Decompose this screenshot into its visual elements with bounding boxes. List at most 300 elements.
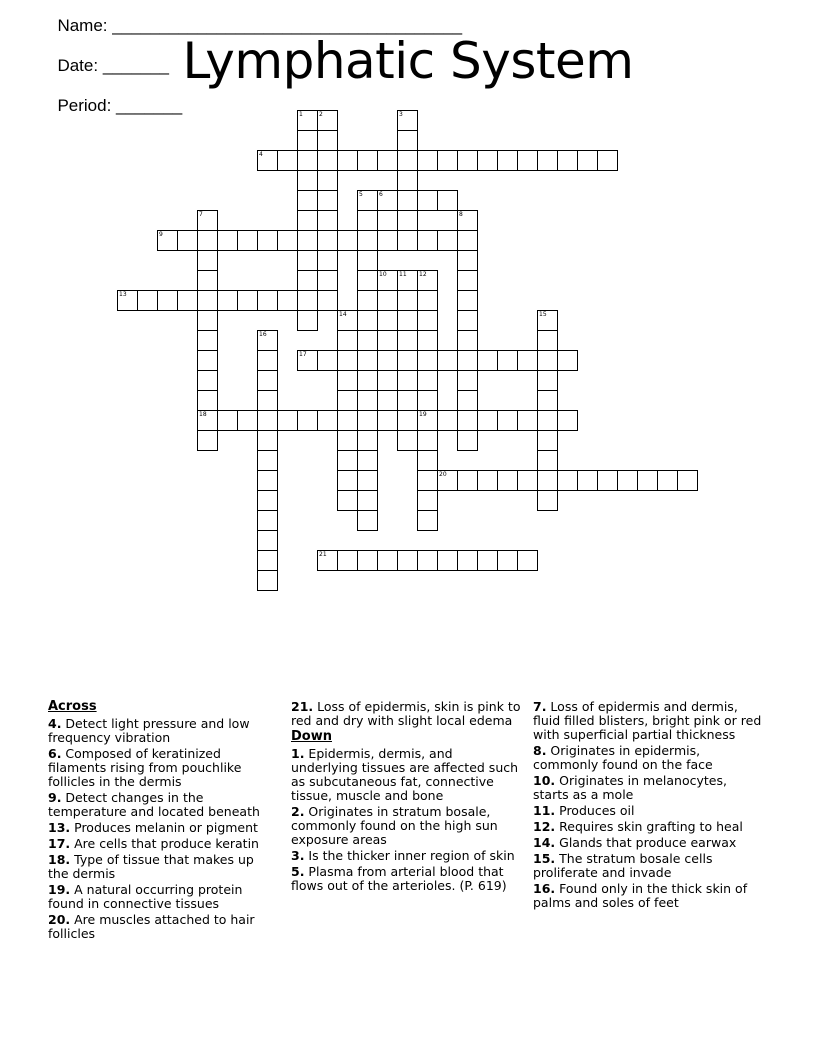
clue-number: 12 — [419, 271, 427, 278]
crossword-cell[interactable] — [397, 230, 418, 251]
crossword-cell[interactable] — [297, 350, 318, 371]
crossword-cell[interactable] — [197, 270, 218, 291]
crossword-cell[interactable] — [397, 550, 418, 571]
crossword-cell[interactable] — [517, 350, 538, 371]
clue-text: Found only in the thick skin of palms and soles of feet — [533, 881, 748, 910]
crossword-cell[interactable] — [157, 230, 178, 251]
crossword-cell[interactable] — [337, 350, 358, 371]
crossword-cell[interactable] — [257, 470, 278, 491]
crossword-cell[interactable] — [357, 230, 378, 251]
crossword-cell[interactable] — [257, 290, 278, 311]
clue-number: 1 — [299, 111, 303, 118]
crossword-cell[interactable] — [397, 190, 418, 211]
clue-number: 17 — [299, 351, 307, 358]
crossword-cell[interactable] — [537, 450, 558, 471]
crossword-cell[interactable] — [477, 150, 498, 171]
crossword-cell[interactable] — [177, 290, 198, 311]
crossword-cell[interactable] — [297, 250, 318, 271]
crossword-cell[interactable] — [377, 290, 398, 311]
clue-item — [533, 744, 763, 772]
page-title: Lymphatic System — [182, 32, 634, 90]
crossword-cell[interactable] — [537, 410, 558, 431]
down-clue-list — [291, 747, 521, 893]
clue-number: 20. — [48, 912, 71, 927]
crossword-cell[interactable] — [357, 470, 378, 491]
crossword-cell[interactable] — [517, 470, 538, 491]
clue-item — [291, 849, 521, 863]
down-clue-list-continued — [533, 700, 763, 910]
crossword-cell[interactable] — [357, 270, 378, 291]
name-label: Name: — [57, 16, 113, 35]
crossword-cell[interactable] — [197, 350, 218, 371]
crossword-cell[interactable] — [297, 110, 318, 131]
crossword-cell[interactable] — [297, 130, 318, 151]
clue-number: 18. — [48, 852, 71, 867]
clue-number: 14. — [533, 835, 556, 850]
clue-number: 19. — [48, 882, 71, 897]
clue-text: Composed of keratinized filaments rising from pouchlike follicles in the dermis — [48, 746, 242, 789]
crossword-cell[interactable] — [197, 430, 218, 451]
clue-number: 10. — [533, 773, 556, 788]
crossword-cell[interactable] — [317, 250, 338, 271]
crossword-cell[interactable] — [237, 290, 258, 311]
crossword-cell[interactable] — [517, 410, 538, 431]
crossword-cell[interactable] — [357, 350, 378, 371]
crossword-cell[interactable] — [377, 270, 398, 291]
crossword-cell[interactable] — [197, 290, 218, 311]
crossword-cell[interactable] — [397, 110, 418, 131]
crossword-cell[interactable] — [537, 430, 558, 451]
down-heading: Down — [291, 729, 332, 744]
clue-number: 19 — [419, 411, 427, 418]
clue-text: A natural occurring protein found in connective tissues — [48, 882, 243, 911]
crossword-cell[interactable] — [397, 410, 418, 431]
clue-number: 18 — [199, 411, 207, 418]
crossword-cell[interactable] — [337, 410, 358, 431]
clue-number: 8 — [459, 211, 463, 218]
crossword-cell[interactable] — [337, 230, 358, 251]
crossword-cell[interactable] — [157, 290, 178, 311]
crossword-cell[interactable] — [417, 510, 438, 531]
crossword-cell[interactable] — [397, 150, 418, 171]
crossword-cell[interactable] — [417, 290, 438, 311]
crossword-cell[interactable] — [297, 150, 318, 171]
clue-number: 14 — [339, 311, 347, 318]
crossword-cell[interactable] — [537, 310, 558, 331]
clue-item — [533, 820, 763, 834]
crossword-cell[interactable] — [417, 330, 438, 351]
period-field[interactable]: _______ — [116, 96, 183, 115]
crossword-cell[interactable] — [397, 370, 418, 391]
crossword-cell[interactable] — [237, 230, 258, 251]
crossword-cell[interactable] — [577, 150, 598, 171]
clue-number: 9. — [48, 790, 62, 805]
clue-item — [533, 882, 763, 910]
clue-number: 5. — [291, 864, 305, 879]
crossword-cell[interactable] — [357, 310, 378, 331]
clue-text: Type of tissue that makes up the dermis — [48, 852, 254, 881]
crossword-cell[interactable] — [417, 190, 438, 211]
clue-number: 21. — [291, 699, 314, 714]
crossword-cell[interactable] — [517, 150, 538, 171]
crossword-cell[interactable] — [477, 550, 498, 571]
crossword-cell[interactable] — [337, 450, 358, 471]
crossword-cell[interactable] — [377, 310, 398, 331]
crossword-cell[interactable] — [597, 470, 618, 491]
crossword-cell[interactable] — [317, 410, 338, 431]
crossword-cell[interactable] — [357, 250, 378, 271]
crossword-cell[interactable] — [477, 350, 498, 371]
clue-item — [48, 717, 278, 745]
clue-text: Loss of epidermis and dermis, fluid filled blisters, bright pink or red with superficial partial thickness — [533, 699, 762, 742]
crossword-cell[interactable] — [377, 390, 398, 411]
clues-column-3 — [533, 700, 763, 912]
crossword-cell[interactable] — [397, 270, 418, 291]
across-heading: Across — [48, 699, 97, 714]
crossword-cell[interactable] — [417, 350, 438, 371]
crossword-cell[interactable] — [377, 350, 398, 371]
crossword-cell[interactable] — [197, 410, 218, 431]
clue-item — [533, 700, 763, 742]
clue-item — [291, 700, 521, 728]
crossword-cell[interactable] — [337, 430, 358, 451]
across-clue-list-continued — [291, 700, 521, 728]
crossword-cell[interactable] — [257, 370, 278, 391]
crossword-cell[interactable] — [557, 410, 578, 431]
crossword-cell[interactable] — [277, 410, 298, 431]
crossword-cell[interactable] — [197, 390, 218, 411]
crossword-cell[interactable] — [397, 430, 418, 451]
clue-number: 6. — [48, 746, 62, 761]
crossword-cell[interactable] — [377, 550, 398, 571]
crossword-cell[interactable] — [437, 550, 458, 571]
crossword-cell[interactable] — [257, 550, 278, 571]
crossword-cell[interactable] — [437, 470, 458, 491]
clue-item — [291, 805, 521, 847]
crossword-cell[interactable] — [257, 490, 278, 511]
crossword-cell[interactable] — [317, 550, 338, 571]
crossword-cell[interactable] — [397, 390, 418, 411]
clue-number: 10 — [379, 271, 387, 278]
crossword-cell[interactable] — [317, 350, 338, 371]
clue-number: 6 — [379, 191, 383, 198]
crossword-cell[interactable] — [357, 430, 378, 451]
crossword-cell[interactable] — [277, 230, 298, 251]
crossword-cell[interactable] — [537, 390, 558, 411]
crossword-cell[interactable] — [377, 370, 398, 391]
crossword-cell[interactable] — [537, 150, 558, 171]
crossword-cell[interactable] — [317, 210, 338, 231]
crossword-cell[interactable] — [297, 410, 318, 431]
clue-number: 4. — [48, 716, 62, 731]
crossword-cell[interactable] — [397, 310, 418, 331]
clue-number: 4 — [259, 151, 263, 158]
crossword-cell[interactable] — [417, 370, 438, 391]
crossword-cell[interactable] — [337, 330, 358, 351]
crossword-cell[interactable] — [257, 510, 278, 531]
crossword-cell[interactable] — [357, 450, 378, 471]
crossword-cell[interactable] — [197, 330, 218, 351]
crossword-cell[interactable] — [277, 290, 298, 311]
crossword-cell[interactable] — [257, 430, 278, 451]
crossword-cell[interactable] — [477, 470, 498, 491]
crossword-cell[interactable] — [457, 210, 478, 231]
clue-number: 3. — [291, 848, 305, 863]
crossword-cell[interactable] — [357, 370, 378, 391]
crossword-cell[interactable] — [537, 490, 558, 511]
crossword-cell[interactable] — [317, 290, 338, 311]
clue-text: The stratum bosale cells proliferate and invade — [533, 851, 713, 880]
crossword-cell[interactable] — [197, 310, 218, 331]
crossword-cell[interactable] — [437, 150, 458, 171]
crossword-cell[interactable] — [397, 210, 418, 231]
crossword-cell[interactable] — [417, 490, 438, 511]
clue-number: 7 — [199, 211, 203, 218]
crossword-cell[interactable] — [357, 210, 378, 231]
crossword-cell[interactable] — [317, 270, 338, 291]
clue-text: Produces oil — [555, 803, 635, 818]
clue-number: 16. — [533, 881, 556, 896]
crossword-cell[interactable] — [237, 410, 258, 431]
crossword-cell[interactable] — [357, 290, 378, 311]
clue-item — [533, 852, 763, 880]
crossword-cell[interactable] — [377, 190, 398, 211]
crossword-cell[interactable] — [337, 490, 358, 511]
crossword-cell[interactable] — [497, 470, 518, 491]
crossword-cell[interactable] — [317, 230, 338, 251]
crossword-cell[interactable] — [677, 470, 698, 491]
clue-number: 15 — [539, 311, 547, 318]
crossword-cell[interactable] — [537, 370, 558, 391]
crossword-cell[interactable] — [457, 230, 478, 251]
clue-number: 11. — [533, 803, 556, 818]
crossword-cell[interactable] — [217, 410, 238, 431]
clue-item — [48, 837, 278, 851]
crossword-cell[interactable] — [357, 330, 378, 351]
crossword-cell[interactable] — [557, 470, 578, 491]
clue-text: Are muscles attached to hair follicles — [48, 912, 255, 941]
crossword-cell[interactable] — [197, 210, 218, 231]
crossword-cell[interactable] — [417, 410, 438, 431]
crossword-cell[interactable] — [417, 310, 438, 331]
crossword-cell[interactable] — [197, 230, 218, 251]
clue-text: Requires skin grafting to heal — [555, 819, 743, 834]
crossword-cell[interactable] — [297, 270, 318, 291]
crossword-cell[interactable] — [457, 330, 478, 351]
crossword-cell[interactable] — [357, 410, 378, 431]
crossword-cell[interactable] — [417, 150, 438, 171]
crossword-cell[interactable] — [457, 470, 478, 491]
crossword-cell[interactable] — [297, 170, 318, 191]
clue-number: 11 — [399, 271, 407, 278]
crossword-cell[interactable] — [517, 550, 538, 571]
crossword-cell[interactable] — [397, 350, 418, 371]
clue-number: 13 — [119, 291, 127, 298]
crossword-cell[interactable] — [177, 230, 198, 251]
crossword-cell[interactable] — [257, 530, 278, 551]
crossword-cell[interactable] — [457, 250, 478, 271]
clue-number: 9 — [159, 231, 163, 238]
crossword-cell[interactable] — [337, 370, 358, 391]
crossword-cell[interactable] — [197, 250, 218, 271]
crossword-cell[interactable] — [457, 410, 478, 431]
crossword-cell[interactable] — [537, 470, 558, 491]
crossword-cell[interactable] — [337, 390, 358, 411]
crossword-cell[interactable] — [397, 290, 418, 311]
clue-text: Glands that produce earwax — [555, 835, 737, 850]
clue-number: 13. — [48, 820, 71, 835]
crossword-cell[interactable] — [257, 350, 278, 371]
crossword-cell[interactable] — [297, 190, 318, 211]
crossword-cell[interactable] — [497, 410, 518, 431]
clues-column-2 — [291, 700, 521, 895]
crossword-cell[interactable] — [437, 190, 458, 211]
clue-number: 5 — [359, 191, 363, 198]
crossword-cell[interactable] — [617, 470, 638, 491]
crossword-cell[interactable] — [377, 150, 398, 171]
crossword-cell[interactable] — [497, 550, 518, 571]
clue-number: 1. — [291, 746, 305, 761]
crossword-cell[interactable] — [497, 350, 518, 371]
crossword-cell[interactable] — [397, 130, 418, 151]
crossword-cell[interactable] — [657, 470, 678, 491]
crossword-cell[interactable] — [637, 470, 658, 491]
crossword-cell[interactable] — [477, 410, 498, 431]
crossword-cell[interactable] — [337, 150, 358, 171]
crossword-cell[interactable] — [437, 350, 458, 371]
clue-text: Detect changes in the temperature and located beneath — [48, 790, 260, 819]
clue-number: 21 — [319, 551, 327, 558]
clue-item — [48, 913, 278, 941]
crossword-cell[interactable] — [337, 310, 358, 331]
clue-number: 20 — [439, 471, 447, 478]
clue-item — [48, 853, 278, 881]
crossword-cell[interactable] — [377, 330, 398, 351]
name-field[interactable]: _____________________________________ — [112, 16, 463, 35]
clue-text: Is the thicker inner region of skin — [304, 848, 515, 863]
clue-text: Originates in stratum bosale, commonly found on the high sun exposure areas — [291, 804, 498, 847]
clue-item — [533, 804, 763, 818]
crossword-cell[interactable] — [297, 230, 318, 251]
crossword-cell[interactable] — [457, 390, 478, 411]
crossword-cell[interactable] — [317, 190, 338, 211]
crossword-cell[interactable] — [437, 230, 458, 251]
crossword-cell[interactable] — [357, 150, 378, 171]
crossword-cell[interactable] — [397, 170, 418, 191]
crossword-cell[interactable] — [257, 390, 278, 411]
clue-item — [48, 747, 278, 789]
clue-text: Loss of epidermis, skin is pink to red and dry with slight local edema — [291, 699, 521, 728]
crossword-cell[interactable] — [317, 150, 338, 171]
crossword-cell[interactable] — [357, 390, 378, 411]
crossword-cell[interactable] — [337, 470, 358, 491]
crossword-cell[interactable] — [317, 130, 338, 151]
crossword-cell[interactable] — [457, 550, 478, 571]
crossword-cell[interactable] — [257, 230, 278, 251]
clue-text: Are cells that produce keratin — [70, 836, 259, 851]
crossword-cell[interactable] — [257, 330, 278, 351]
clue-number: 17. — [48, 836, 71, 851]
crossword-cell[interactable] — [297, 290, 318, 311]
clue-text: Detect light pressure and low frequency vibration — [48, 716, 250, 745]
crossword-cell[interactable] — [357, 510, 378, 531]
crossword-cell[interactable] — [317, 110, 338, 131]
clue-text: Originates in epidermis, commonly found on the face — [533, 743, 713, 772]
date-field[interactable]: _______ — [102, 56, 169, 75]
crossword-cell[interactable] — [257, 150, 278, 171]
crossword-cell[interactable] — [117, 290, 138, 311]
crossword-cell[interactable] — [577, 470, 598, 491]
clue-text: Produces melanin or pigment — [70, 820, 258, 835]
crossword-cell[interactable] — [537, 350, 558, 371]
crossword-cell[interactable] — [137, 290, 158, 311]
crossword-cell[interactable] — [277, 150, 298, 171]
crossword-cell[interactable] — [457, 310, 478, 331]
crossword-cell[interactable] — [357, 550, 378, 571]
clue-text: Plasma from arterial blood that flows out of the arterioles. (P. 619) — [291, 864, 507, 893]
crossword-cell[interactable] — [457, 290, 478, 311]
crossword-cell[interactable] — [397, 330, 418, 351]
crossword-cell[interactable] — [417, 550, 438, 571]
clue-number: 2. — [291, 804, 305, 819]
clue-text: Epidermis, dermis, and underlying tissues are affected such as subcutaneous fat, connective tissue, muscle and bone — [291, 746, 519, 803]
crossword-cell[interactable] — [497, 150, 518, 171]
crossword-cell[interactable] — [357, 190, 378, 211]
crossword-cell[interactable] — [377, 410, 398, 431]
clue-item — [48, 821, 278, 835]
crossword-cell[interactable] — [537, 330, 558, 351]
crossword-cell[interactable] — [597, 150, 618, 171]
crossword-cell[interactable] — [297, 210, 318, 231]
clue-number: 16 — [259, 331, 267, 338]
clue-item — [48, 883, 278, 911]
clue-item — [291, 747, 521, 803]
crossword-cell[interactable] — [457, 270, 478, 291]
crossword-cell[interactable] — [417, 450, 438, 471]
crossword-cell[interactable] — [317, 170, 338, 191]
crossword-cell[interactable] — [557, 150, 578, 171]
clue-item — [533, 836, 763, 850]
across-clue-list — [48, 717, 278, 941]
clue-number: 8. — [533, 743, 547, 758]
crossword-cell[interactable] — [197, 370, 218, 391]
crossword-cell[interactable] — [437, 410, 458, 431]
crossword-cell[interactable] — [297, 310, 318, 331]
crossword-cell[interactable] — [417, 230, 438, 251]
crossword-cell[interactable] — [377, 230, 398, 251]
crossword-cell[interactable] — [557, 350, 578, 371]
crossword-cell[interactable] — [217, 230, 238, 251]
clue-number: 15. — [533, 851, 556, 866]
crossword-cell[interactable] — [417, 270, 438, 291]
crossword-cell[interactable] — [257, 450, 278, 471]
crossword-cell[interactable] — [337, 550, 358, 571]
crossword-cell[interactable] — [417, 470, 438, 491]
crossword-cell[interactable] — [457, 370, 478, 391]
crossword-cell[interactable] — [357, 490, 378, 511]
crossword-cell[interactable] — [217, 290, 238, 311]
crossword-cell[interactable] — [417, 430, 438, 451]
crossword-cell[interactable] — [457, 150, 478, 171]
crossword-cell[interactable] — [457, 430, 478, 451]
crossword-cell[interactable] — [257, 410, 278, 431]
clue-number: 2 — [319, 111, 323, 118]
clue-item — [533, 774, 763, 802]
crossword-cell[interactable] — [417, 390, 438, 411]
crossword-cell[interactable] — [457, 350, 478, 371]
crossword-cell[interactable] — [257, 570, 278, 591]
period-label: Period: — [57, 96, 117, 115]
